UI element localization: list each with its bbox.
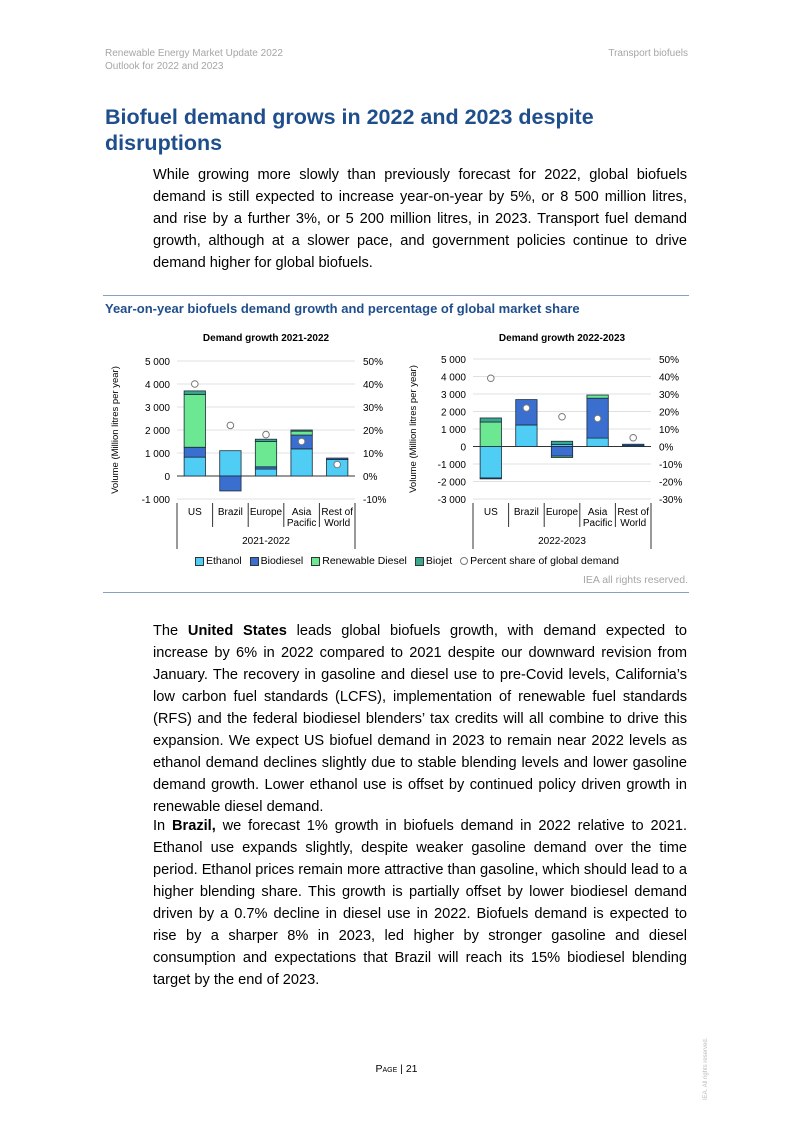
bar-ethanol <box>587 438 608 446</box>
report-title: Renewable Energy Market Update 2022 <box>105 48 283 59</box>
percent-share-marker <box>192 381 199 388</box>
bar-ethanol <box>220 451 241 476</box>
legend-biojet <box>415 555 452 567</box>
legend-swatch <box>250 557 259 566</box>
category-label: Europe <box>545 507 579 518</box>
us-paragraph <box>153 620 687 818</box>
percent-share-marker <box>630 434 637 441</box>
y-tick-label: 0 <box>164 472 170 483</box>
y2-tick-label: 40% <box>363 380 384 391</box>
percent-share-marker <box>594 415 601 422</box>
bar-renewable-diesel <box>255 442 276 467</box>
y2-tick-label: -10% <box>363 495 387 506</box>
bar-biojet <box>480 418 501 422</box>
y-tick-label: 3 000 <box>144 403 170 414</box>
bar-biodiesel <box>516 400 537 425</box>
y2-tick-label: 20% <box>659 407 680 419</box>
header-left <box>105 47 283 73</box>
y2-tick-label: 0% <box>659 442 674 454</box>
legend-percent-share <box>460 555 619 567</box>
figure-bottom-rule <box>103 592 689 593</box>
y2-tick-label: -20% <box>659 477 683 489</box>
y2-tick-label: 10% <box>363 449 384 460</box>
legend-circle <box>460 557 468 565</box>
category-label: Rest of <box>617 507 650 518</box>
category-label: Brazil <box>217 507 243 518</box>
bold-text: Brazil, <box>172 818 216 834</box>
page-number-value: 21 <box>405 1063 418 1075</box>
bar-ethanol <box>184 457 205 476</box>
bar-biodiesel <box>220 476 241 491</box>
y-tick-label: 2 000 <box>144 426 170 437</box>
y-tick-label: -1 000 <box>437 460 466 471</box>
page-label: Page <box>375 1063 398 1075</box>
text: we forecast 1% growth in biofuels demand in 2022 relative to 2021. Ethanol use expands slightly, despite weaker gasoline demand over the time period. Ethanol prices remain more attractive than gasoline, which should lead to a higher blending share. This growth is partially offset by lower biodiesel demand driven by a 0.7% decline in diesel use in 2022. Biofuels demand is expected to rise by a sharper 8% in 2023, led higher by stronger gasoline and diesel consumption and expectations that Brazil will reach its 15% biodiesel blending target by the end of 2023. <box>153 818 688 988</box>
figure-top-rule <box>103 295 689 296</box>
page-title: Biofuel demand grows in 2022 and 2023 despite disruptions <box>105 105 594 155</box>
y2-tick-label: 10% <box>659 425 680 436</box>
bar-biodiesel <box>551 447 572 457</box>
y2-tick-label: -10% <box>659 460 683 471</box>
side-watermark: IEA. All rights reserved. <box>703 1037 709 1100</box>
bar-renewable-diesel <box>587 395 608 398</box>
bar-biojet <box>255 439 276 441</box>
y2-tick-label: 50% <box>659 355 680 366</box>
bar-renewable-diesel <box>184 394 205 447</box>
report-subtitle: Outlook for 2022 and 2023 <box>105 61 224 72</box>
y-tick-label: -2 000 <box>437 477 466 489</box>
y2-tick-label: 30% <box>363 403 384 414</box>
chart-legend <box>195 555 619 567</box>
percent-share-marker <box>559 413 566 420</box>
percent-share-marker <box>263 431 270 438</box>
percent-share-marker <box>298 438 305 445</box>
category-label: US <box>187 507 202 518</box>
group-label: 2021-2022 <box>242 536 290 547</box>
legend-renewable-diesel <box>311 555 407 567</box>
y-tick-label: 1 000 <box>440 425 466 436</box>
y2-tick-label: 20% <box>363 426 384 437</box>
text: leads global biofuels growth, with demand expected to increase by 6% in 2022 compared to 2021 despite our downward revision from January. The recovery in gasoline and diesel use to pre-Covid levels, California’s low carbon fuel standards (LCFS), implementation of renewable fuel standards (RFS) and the federal biodiesel blenders’ tax credits will all combine to drive this expansion. We expect US biofuel demand in 2023 to remain near 2022 levels as ethanol demand declines slightly due to stable blending levels and lower gasoline demand growth. Lower ethanol use is offset by continued policy driven growth in renewable diesel demand. <box>153 623 688 815</box>
bar-biojet <box>291 430 312 431</box>
page-number <box>0 1063 793 1075</box>
y-tick-label: 0 <box>460 442 466 454</box>
figure-rights: IEA all rights reserved. <box>582 574 688 586</box>
figure-caption: Year-on-year biofuels demand growth and percentage of global market share <box>105 301 580 316</box>
bar-renewable-diesel <box>291 431 312 435</box>
y2-tick-label: 30% <box>659 390 680 401</box>
text: In <box>153 818 172 834</box>
y2-tick-label: 40% <box>659 372 680 384</box>
bar-biodiesel <box>327 458 348 459</box>
category-label: Europe <box>249 507 283 518</box>
bar-biodiesel <box>480 478 501 479</box>
y2-tick-label: 0% <box>363 472 378 483</box>
chart-2022-2023 <box>405 328 695 550</box>
text: The <box>153 623 188 639</box>
bar-biodiesel <box>623 444 644 445</box>
y-tick-label: 4 000 <box>144 380 170 391</box>
percent-share-marker <box>227 422 234 429</box>
category-label: Pacific <box>582 518 613 529</box>
y2-tick-label: -30% <box>659 495 683 506</box>
legend-label: Percent share of global demand <box>470 555 620 567</box>
percent-share-marker <box>334 461 341 468</box>
y-axis-label: Volume (Million litres per year) <box>110 366 121 494</box>
legend-swatch <box>311 557 320 566</box>
category-label: Rest of <box>321 507 354 518</box>
y-tick-label: 4 000 <box>440 372 466 384</box>
category-label: Brazil <box>513 507 539 518</box>
bar-ethanol <box>255 469 276 476</box>
bar-biojet <box>184 391 205 394</box>
percent-share-marker <box>488 375 495 382</box>
legend-label: Ethanol <box>206 555 242 567</box>
bar-biodiesel <box>184 447 205 457</box>
bar-biojet <box>551 441 572 444</box>
bar-ethanol <box>291 449 312 476</box>
y-axis-label: Volume (Million litres per year) <box>408 365 419 493</box>
bar-ethanol <box>480 447 501 479</box>
y-tick-label: -1 000 <box>141 495 170 506</box>
legend-label: Biojet <box>425 555 453 567</box>
y-tick-label: 5 000 <box>144 357 170 368</box>
y-tick-label: 2 000 <box>440 407 466 419</box>
category-label: US <box>483 507 498 518</box>
bar-renewable-diesel <box>551 456 572 457</box>
separator: | <box>397 1063 406 1075</box>
legend-label: Biodiesel <box>260 555 304 567</box>
legend-swatch <box>415 557 424 566</box>
legend-ethanol <box>195 555 242 567</box>
chart-title: Demand growth 2021-2022 <box>202 333 330 344</box>
y-tick-label: 1 000 <box>144 449 170 460</box>
chart-title: Demand growth 2022-2023 <box>498 333 626 344</box>
bold-text: United States <box>187 623 287 639</box>
percent-share-marker <box>523 405 530 412</box>
brazil-paragraph <box>153 815 687 991</box>
y-tick-label: 5 000 <box>440 355 466 366</box>
legend-biodiesel <box>250 555 304 567</box>
intro-paragraph: While growing more slowly than previously forecast for 2022, global biofuels demand is still expected to increase year-on-year by 5%, or 8 500 million litres, and rise by a further 3%, or 5 200 million litres, in 2023. Transport fuel demand growth, although at a slower pace, and government policies continue to drive demand higher for global biofuels. <box>153 167 687 271</box>
section-name: Transport biofuels <box>608 48 688 59</box>
bar-renewable-diesel <box>480 422 501 447</box>
chart-2021-2022 <box>105 328 405 550</box>
group-label: 2022-2023 <box>538 536 586 547</box>
legend-label: Renewable Diesel <box>322 555 407 567</box>
y2-tick-label: 50% <box>363 357 384 368</box>
y-tick-label: -3 000 <box>437 495 466 506</box>
category-label: Pacific <box>286 518 317 529</box>
category-label: World <box>620 518 647 529</box>
legend-swatch <box>195 557 204 566</box>
category-label: Asia <box>587 507 608 518</box>
category-label: World <box>324 518 351 529</box>
category-label: Asia <box>291 507 312 518</box>
bar-ethanol <box>516 425 537 447</box>
y-tick-label: 3 000 <box>440 390 466 401</box>
